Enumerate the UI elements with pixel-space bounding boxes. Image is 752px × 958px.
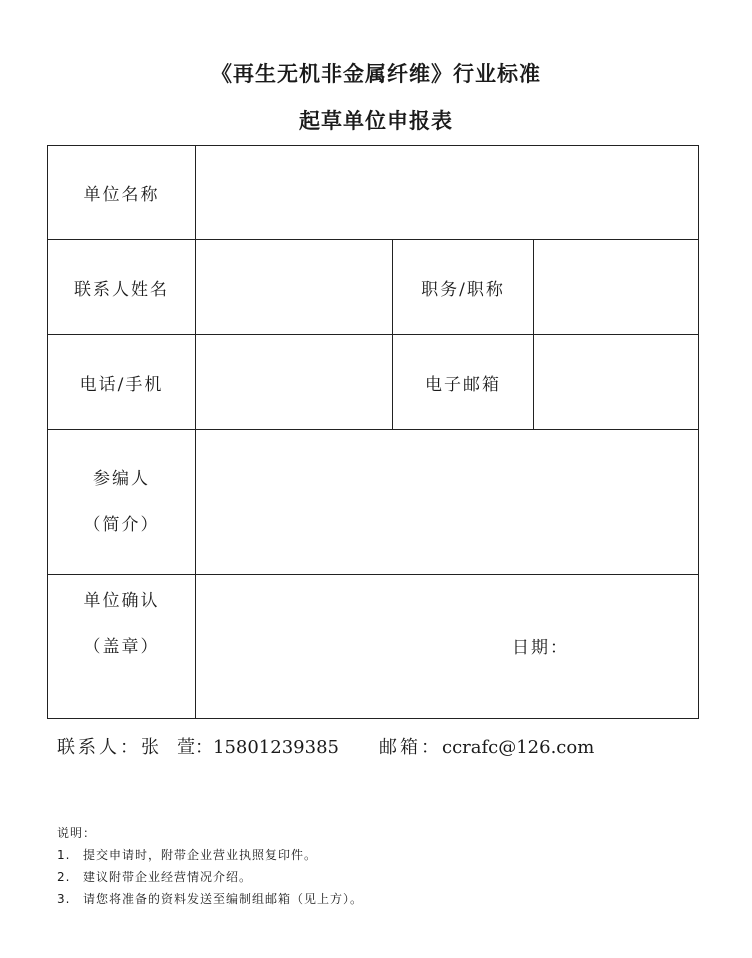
document-title: 《再生无机非金属纤维》行业标准	[211, 61, 541, 86]
editor-field[interactable]	[196, 430, 699, 575]
contact-name-field[interactable]	[196, 240, 393, 335]
confirm-field[interactable]	[196, 575, 699, 719]
row-confirm	[48, 575, 699, 719]
editor-label-note: （简介）	[83, 515, 160, 535]
note-text: 提交申请时，附带企业营业执照复印件。	[83, 848, 318, 862]
note-item	[57, 888, 363, 910]
application-form-table	[47, 145, 699, 719]
note-text: 建议附带企业经营情况介绍。	[83, 870, 253, 884]
confirm-label-cell	[48, 575, 196, 719]
contact-info	[57, 735, 594, 761]
date-label: 日期：	[512, 638, 569, 658]
confirm-label-note: （盖章）	[83, 637, 160, 657]
row-editor	[48, 430, 699, 575]
phone-label: 电话/手机	[48, 335, 196, 430]
email-field[interactable]	[534, 335, 699, 430]
contact-name-label: 联系人姓名	[48, 240, 196, 335]
unit-name-field[interactable]	[196, 146, 699, 240]
note-number: 3.	[57, 892, 71, 906]
notes-heading: 说明：	[57, 826, 97, 840]
row-phone	[48, 335, 699, 430]
editor-label-cell	[48, 430, 196, 575]
note-item	[57, 866, 363, 888]
contact-email-label: 邮箱：	[378, 737, 442, 758]
note-number: 1.	[57, 848, 71, 862]
notes-section	[57, 822, 363, 910]
email-label: 电子邮箱	[393, 335, 534, 430]
phone-field[interactable]	[196, 335, 393, 430]
note-item	[57, 844, 363, 866]
position-field[interactable]	[534, 240, 699, 335]
editor-label: 参编人	[93, 469, 150, 489]
contact-person-name: 张 萱：	[141, 737, 213, 758]
contact-person-label: 联系人：	[57, 737, 141, 758]
document-subtitle: 起草单位申报表	[299, 108, 453, 133]
note-number: 2.	[57, 870, 71, 884]
row-contact-name	[48, 240, 699, 335]
position-label: 职务/职称	[393, 240, 534, 335]
row-unit-name	[48, 146, 699, 240]
unit-name-label: 单位名称	[48, 146, 196, 240]
confirm-label: 单位确认	[83, 591, 160, 611]
contact-email: ccrafc@126.com	[441, 737, 595, 758]
contact-phone: 15801239385	[213, 737, 339, 758]
note-text: 请您将准备的资料发送至编制组邮箱（见上方）。	[83, 892, 364, 906]
